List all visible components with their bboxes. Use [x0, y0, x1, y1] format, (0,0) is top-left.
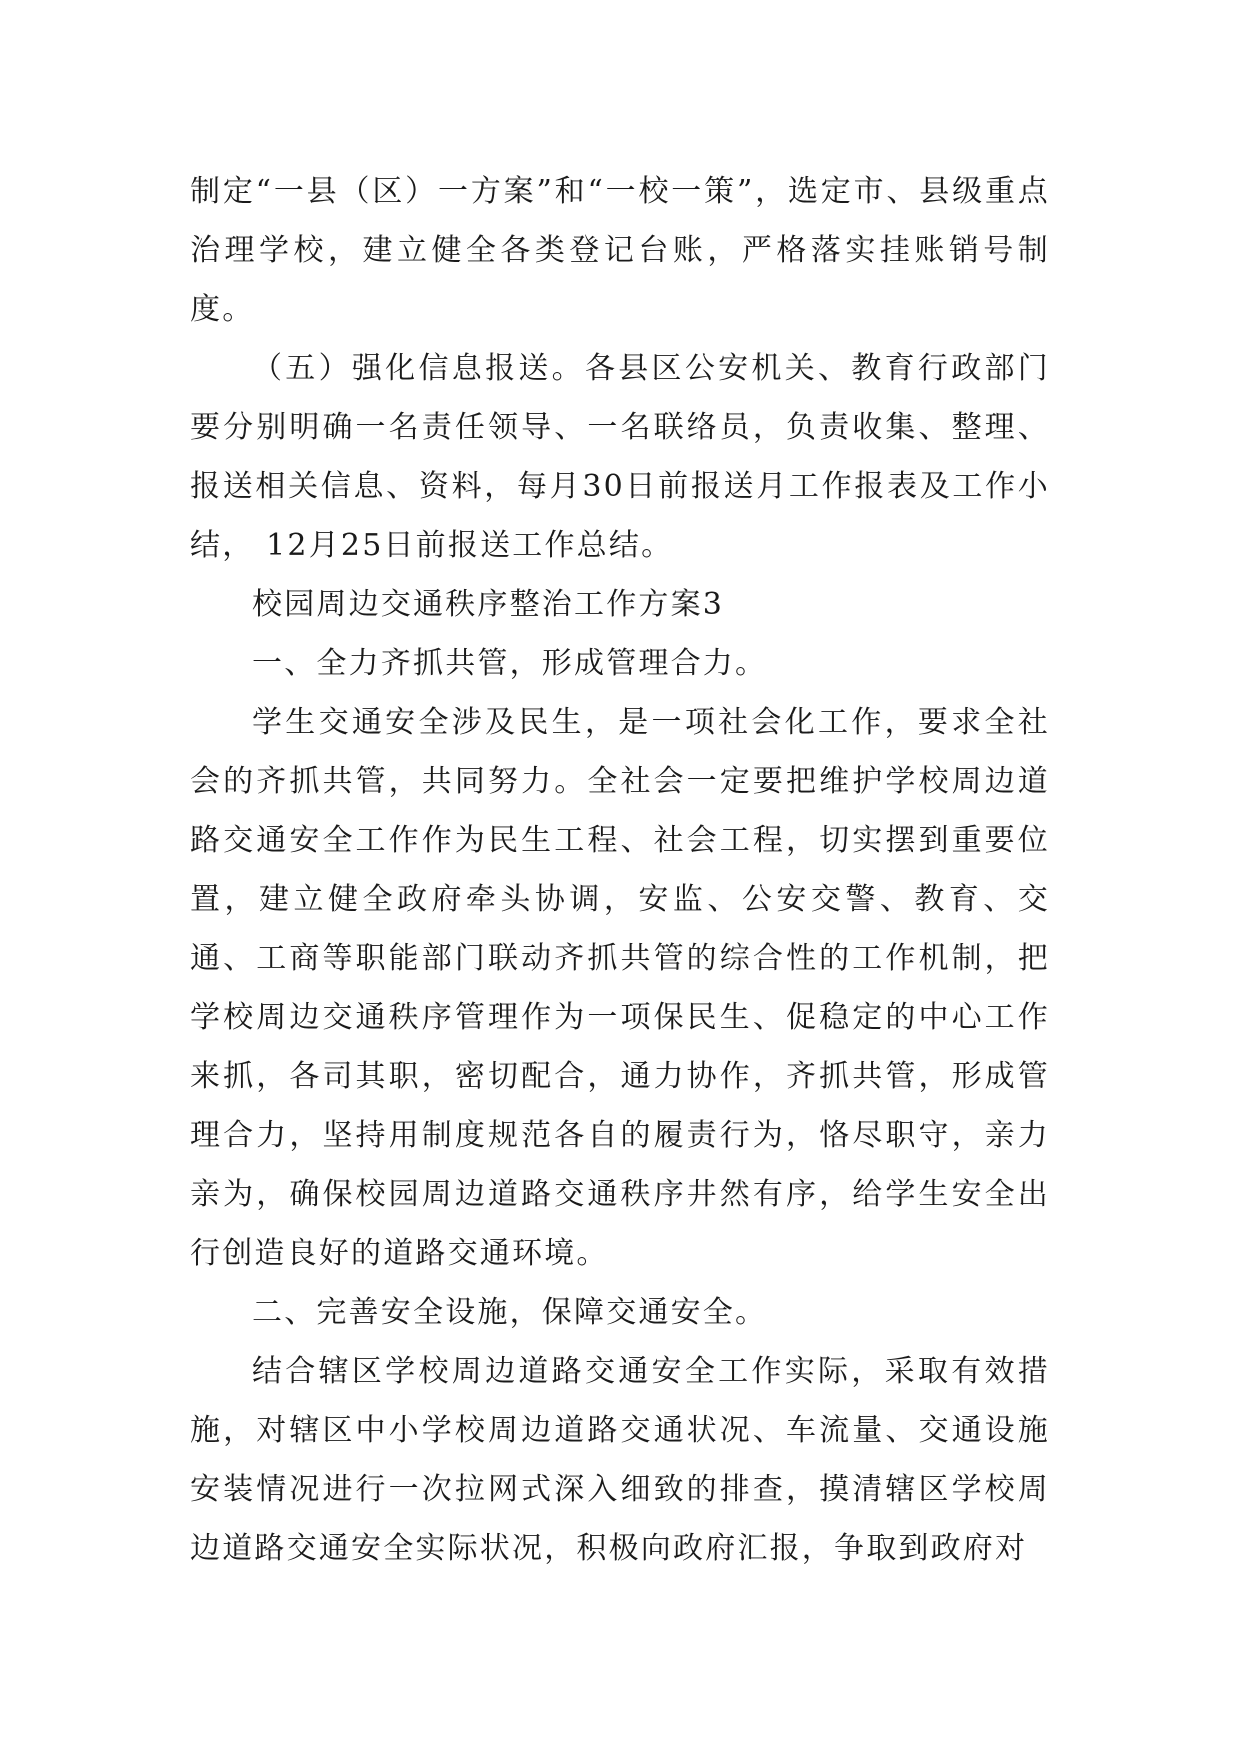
document-body: [190, 162, 1050, 1578]
heading-1: 一、全力齐抓共管，形成管理合力。: [252, 646, 768, 681]
heading-2: 二、完善安全设施，保障交通安全。: [252, 1295, 768, 1330]
paragraph-4: 结合辖区学校周边道路交通安全工作实际，采取有效措施，对辖区中小学校周边道路交通状况、车流量、交通设施安装情况进行一次拉网式深入细致的排查，摸清辖区学校周边道路交通安全实际状况，积极向政府汇报，争取到政府对: [190, 1354, 1050, 1566]
section-title: 校园周边交通秩序整治工作方案3: [252, 587, 725, 622]
paragraph-3: 学生交通安全涉及民生，是一项社会化工作，要求全社会的齐抓共管，共同努力。全社会一定要把维护学校周边道路交通安全工作作为民生工程、社会工程，切实摆到重要位置，建立健全政府牵头协调，安监、公安交警、教育、交通、工商等职能部门联动齐抓共管的综合性的工作机制，把学校周边交通秩序管理作为一项保民生、促稳定的中心工作来抓，各司其职，密切配合，通力协作，齐抓共管，形成管理合力，坚持用制度规范各自的履责行为，恪尽职守，亲力亲为，确保校园周边道路交通秩序井然有序，给学生安全出行创造良好的道路交通环境。: [190, 705, 1050, 1271]
paragraph-1: 制定“一县（区）一方案”和“一校一策”，选定市、县级重点治理学校，建立健全各类登记台账，严格落实挂账销号制度。: [190, 174, 1050, 327]
paragraph-2: （五）强化信息报送。各县区公安机关、教育行政部门要分别明确一名责任领导、一名联络员，负责收集、整理、报送相关信息、资料，每月30日前报送月工作报表及工作小结， 12月25日前报送工作总结。: [190, 351, 1050, 563]
